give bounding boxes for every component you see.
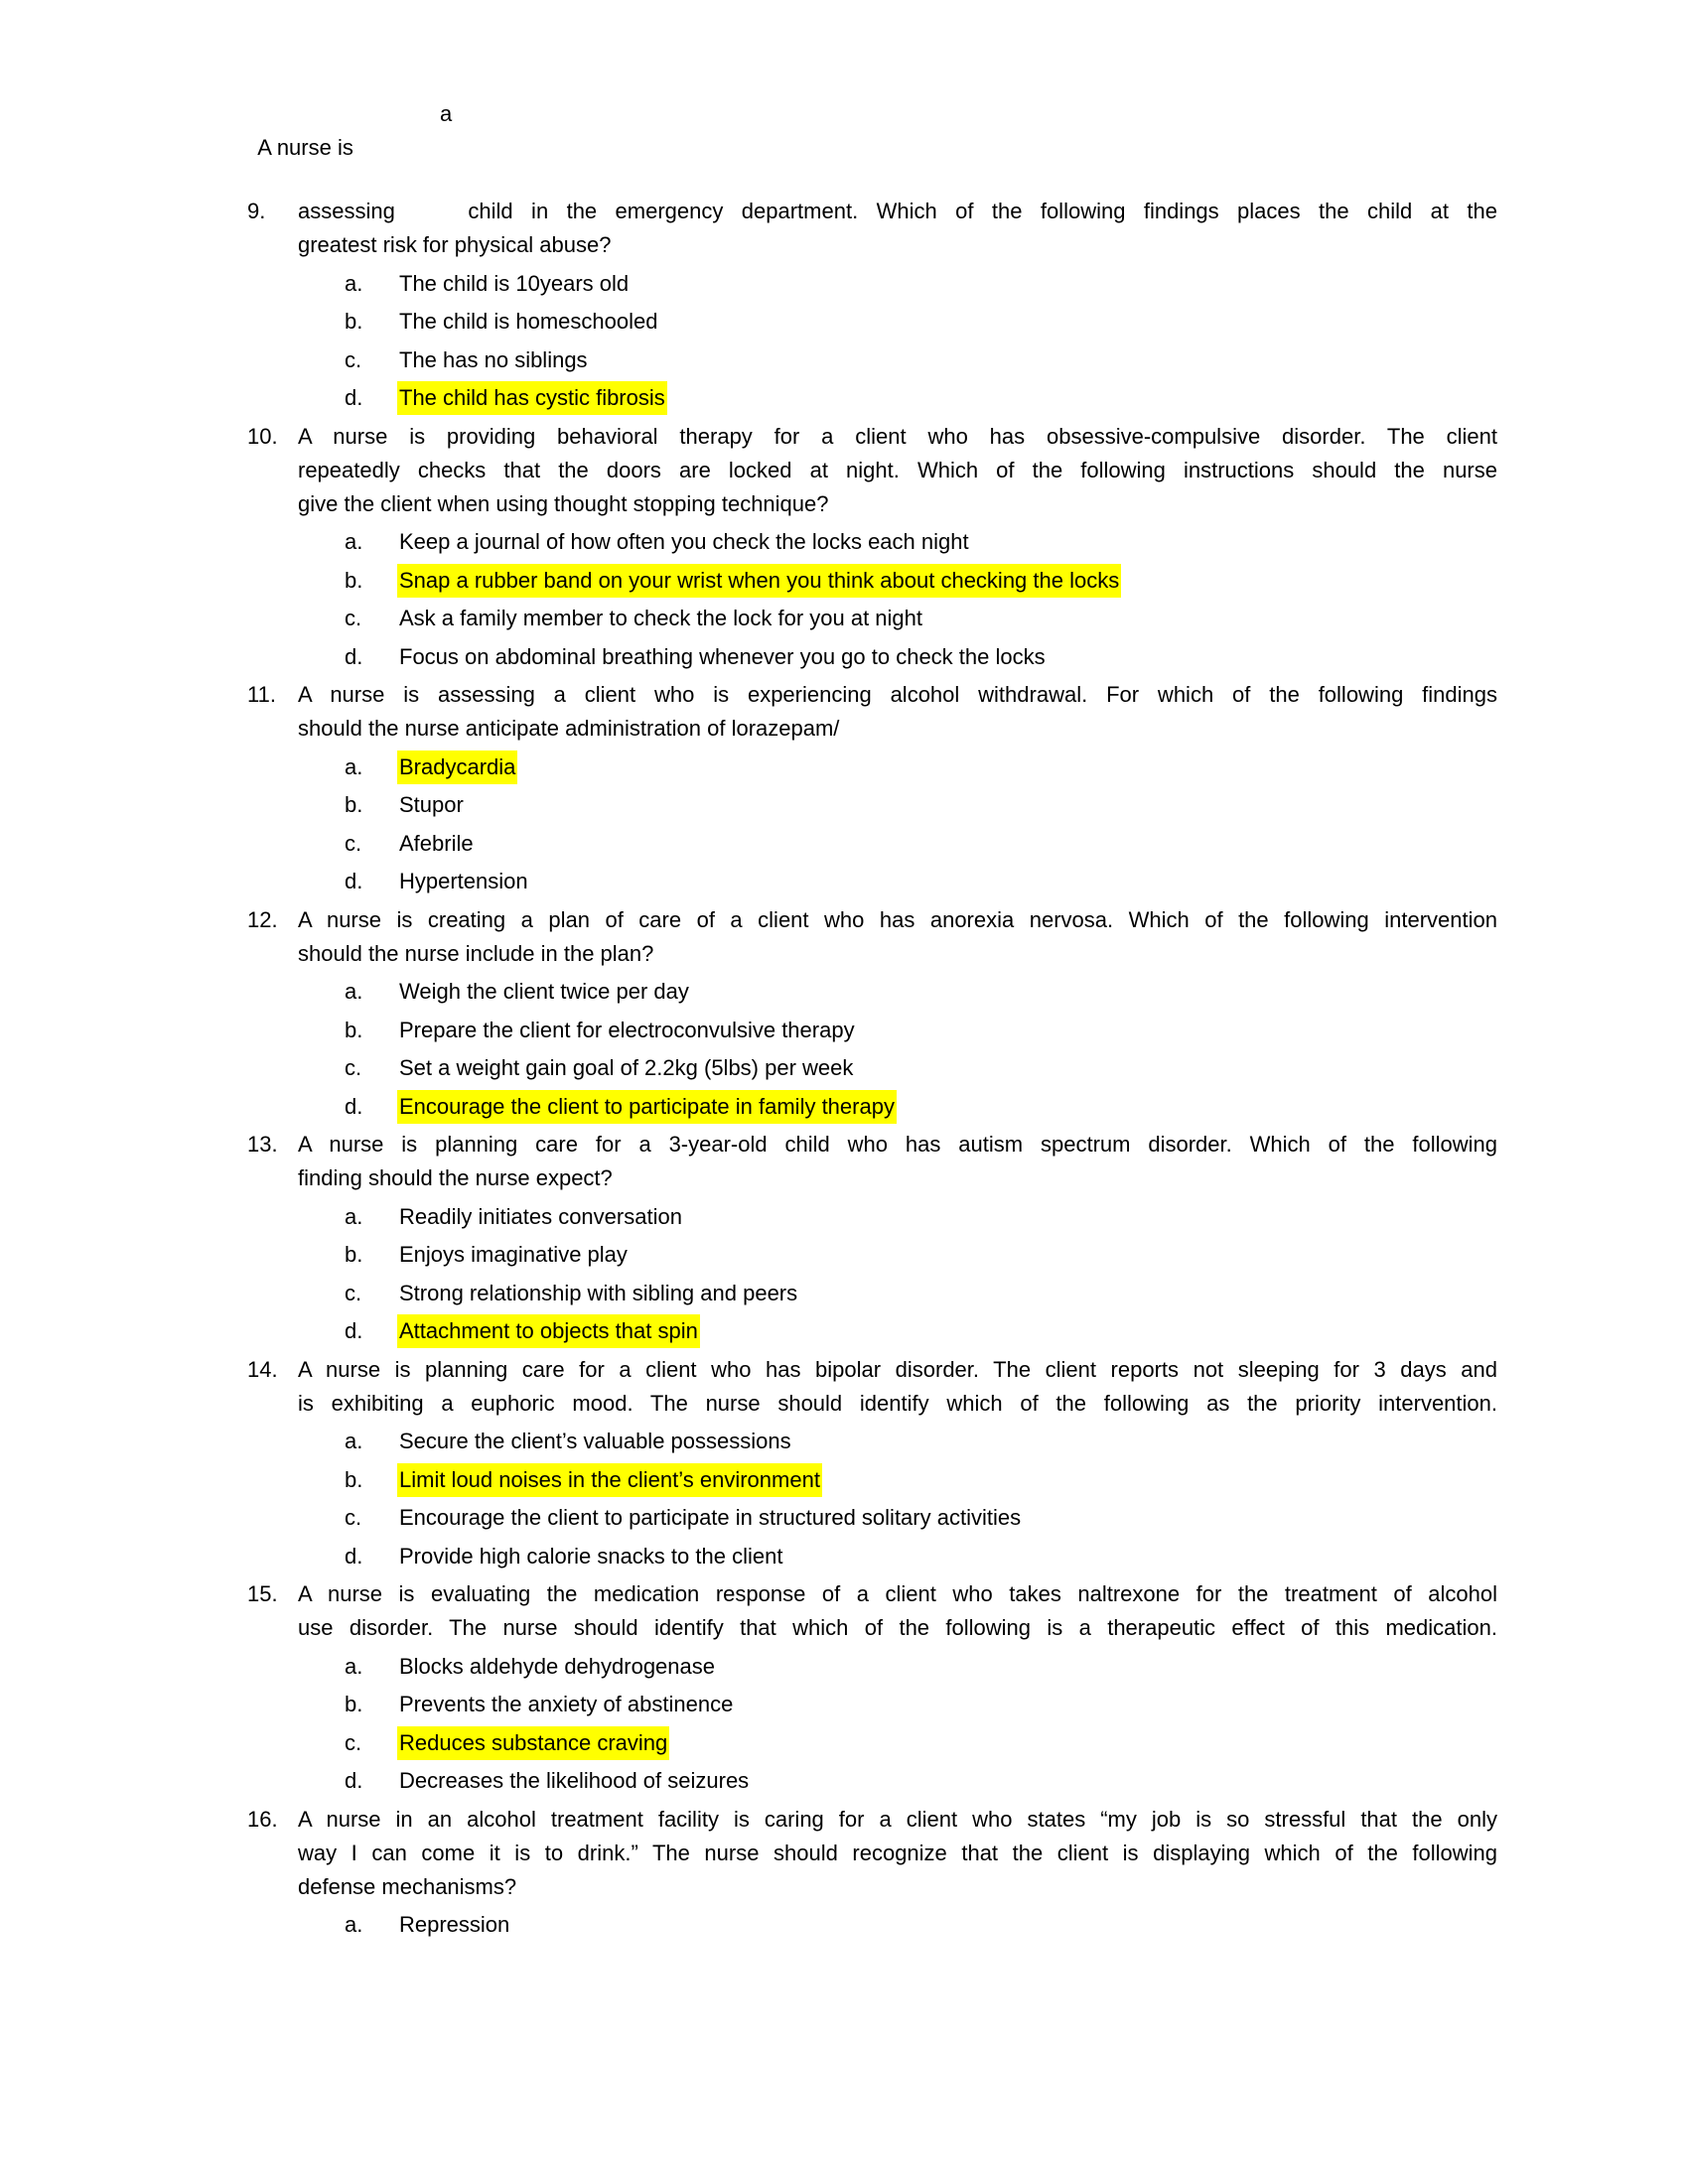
option-13b bbox=[0, 1238, 1688, 1272]
option-label: d. bbox=[345, 869, 363, 893]
question-13 bbox=[0, 1128, 1688, 1195]
option-text: The child is 10years old bbox=[399, 270, 630, 296]
option-text: Prepare the client for electroconvulsive therapy bbox=[399, 1017, 855, 1042]
question-line: should the nurse anticipate administration of lorazepam/ bbox=[298, 716, 840, 741]
question-line: should the nurse include in the plan? bbox=[298, 940, 654, 966]
option-10c bbox=[0, 602, 1688, 635]
question-number: 11. bbox=[247, 682, 276, 707]
option-text: Decreases the likelihood of seizures bbox=[399, 1768, 750, 1793]
option-14a bbox=[0, 1425, 1688, 1458]
option-label: b. bbox=[345, 792, 363, 817]
option-11c bbox=[0, 827, 1688, 861]
option-text: Provide high calorie snacks to the client bbox=[399, 1543, 783, 1569]
option-text-highlighted: Bradycardia bbox=[397, 751, 517, 784]
question-line: way I can come it is to drink.” The nurse should recognize that the client is displaying which of the following bbox=[298, 1840, 1497, 1865]
option-14d bbox=[0, 1540, 1688, 1573]
question-line: defense mechanisms? bbox=[298, 1873, 517, 1899]
question-line: assessing child in the emergency department. Which of the following findings places the child at the bbox=[298, 199, 1497, 223]
question-stem bbox=[298, 195, 1497, 262]
option-9c bbox=[0, 343, 1688, 377]
option-13c bbox=[0, 1277, 1688, 1310]
option-label: d. bbox=[345, 1318, 363, 1343]
option-text: Set a weight gain goal of 2.2kg (5lbs) per week bbox=[399, 1055, 854, 1080]
question-number: 14. bbox=[247, 1356, 278, 1382]
question-line: A nurse is creating a plan of care of a client who has anorexia nervosa. Which of the following intervention bbox=[298, 906, 1497, 932]
header-fragment-1: A nurse is bbox=[257, 135, 353, 160]
page-header bbox=[234, 97, 453, 160]
option-text: Weigh the client twice per day bbox=[399, 979, 689, 1004]
question-line: repeatedly checks that the doors are locked at night. Which of the following instructions should the nurse bbox=[298, 457, 1497, 482]
option-label: a. bbox=[345, 1653, 363, 1679]
option-text: The child is homeschooled bbox=[399, 309, 658, 334]
question-12 bbox=[0, 903, 1688, 971]
question-line: A nurse is planning care for a client who has bipolar disorder. The client reports not sleeping for 3 days and bbox=[298, 1356, 1497, 1382]
option-text: Prevents the anxiety of abstinence bbox=[399, 1692, 734, 1716]
option-text: Enjoys imaginative play bbox=[399, 1242, 628, 1267]
option-label: b. bbox=[345, 309, 363, 334]
question-stem bbox=[298, 420, 1497, 521]
option-label: a. bbox=[345, 270, 363, 296]
option-12d bbox=[0, 1090, 1688, 1124]
option-label: c. bbox=[345, 346, 362, 372]
header-fragment-2: a bbox=[440, 101, 453, 126]
option-text: Stupor bbox=[399, 792, 464, 817]
option-label: d. bbox=[345, 643, 363, 669]
option-16a bbox=[0, 1908, 1688, 1942]
question-line: is exhibiting a euphoric mood. The nurse should identify which of the following as the priority intervention. bbox=[298, 1390, 1497, 1416]
option-label: b. bbox=[345, 1692, 363, 1716]
option-label: b. bbox=[345, 567, 363, 593]
option-label: c. bbox=[345, 830, 362, 856]
option-label: b. bbox=[345, 1017, 363, 1042]
option-text: Strong relationship with sibling and peers bbox=[399, 1280, 798, 1305]
question-line: greatest risk for physical abuse? bbox=[298, 232, 612, 257]
question-number: 16. bbox=[247, 1806, 278, 1832]
option-11b bbox=[0, 788, 1688, 822]
option-14c bbox=[0, 1501, 1688, 1535]
question-number: 10. bbox=[247, 423, 278, 449]
option-13a bbox=[0, 1200, 1688, 1234]
question-14 bbox=[0, 1353, 1688, 1421]
question-stem bbox=[298, 903, 1497, 971]
option-label: b. bbox=[345, 1466, 363, 1492]
option-label: a. bbox=[345, 1912, 363, 1937]
option-label: c. bbox=[345, 1055, 362, 1080]
option-12b bbox=[0, 1014, 1688, 1047]
option-label: c. bbox=[345, 606, 362, 630]
option-9a bbox=[0, 267, 1688, 301]
option-label: c. bbox=[345, 1729, 362, 1755]
question-stem bbox=[298, 678, 1497, 746]
option-text: Blocks aldehyde dehydrogenase bbox=[399, 1653, 716, 1679]
option-text: Keep a journal of how often you check the locks each night bbox=[399, 529, 969, 554]
option-label: a. bbox=[345, 1203, 363, 1229]
option-label: d. bbox=[345, 1768, 363, 1793]
option-text: Secure the client’s valuable possessions bbox=[399, 1429, 791, 1453]
option-label: c. bbox=[345, 1505, 362, 1530]
option-15d bbox=[0, 1764, 1688, 1798]
option-11a bbox=[0, 751, 1688, 784]
question-9 bbox=[0, 195, 1688, 262]
question-line: use disorder. The nurse should identify that which of the following is a therapeutic effect of this medication. bbox=[298, 1615, 1497, 1640]
option-9b bbox=[0, 305, 1688, 339]
question-stem bbox=[298, 1577, 1497, 1645]
question-11 bbox=[0, 678, 1688, 746]
option-15c bbox=[0, 1726, 1688, 1760]
option-text: Repression bbox=[399, 1912, 510, 1937]
option-text: Ask a family member to check the lock for you at night bbox=[399, 606, 923, 630]
option-10d bbox=[0, 640, 1688, 674]
question-list bbox=[0, 195, 1688, 1947]
option-12a bbox=[0, 975, 1688, 1009]
option-text: Readily initiates conversation bbox=[399, 1203, 682, 1229]
question-10 bbox=[0, 420, 1688, 521]
option-label: a. bbox=[345, 753, 363, 779]
option-label: a. bbox=[345, 979, 363, 1004]
question-number: 12. bbox=[247, 906, 278, 932]
question-15 bbox=[0, 1577, 1688, 1645]
question-line: A nurse is providing behavioral therapy for a client who has obsessive-compulsive disorder. The client bbox=[298, 423, 1497, 449]
option-label: d. bbox=[345, 1093, 363, 1119]
option-text-highlighted: Attachment to objects that spin bbox=[397, 1314, 700, 1348]
option-15b bbox=[0, 1688, 1688, 1721]
option-text: Hypertension bbox=[399, 869, 528, 893]
option-label: d. bbox=[345, 1543, 363, 1569]
question-number: 9. bbox=[247, 199, 266, 223]
option-text-highlighted: The child has cystic fibrosis bbox=[397, 381, 667, 415]
option-11d bbox=[0, 865, 1688, 898]
question-line: A nurse in an alcohol treatment facility is caring for a client who states “my job is so stressful that the only bbox=[298, 1806, 1497, 1832]
option-15a bbox=[0, 1650, 1688, 1684]
option-text: Focus on abdominal breathing whenever you go to check the locks bbox=[399, 643, 1046, 669]
option-13d bbox=[0, 1314, 1688, 1348]
option-label: a. bbox=[345, 529, 363, 554]
option-text: Encourage the client to participate in structured solitary activities bbox=[399, 1505, 1022, 1530]
question-stem bbox=[298, 1353, 1497, 1421]
option-text: Afebrile bbox=[399, 830, 474, 856]
question-line: A nurse is planning care for a 3-year-old child who has autism spectrum disorder. Which of the following bbox=[298, 1132, 1497, 1157]
option-label: c. bbox=[345, 1280, 362, 1305]
option-9d bbox=[0, 381, 1688, 415]
question-16 bbox=[0, 1803, 1688, 1904]
option-text-highlighted: Encourage the client to participate in family therapy bbox=[397, 1090, 897, 1124]
question-line: A nurse is assessing a client who is experiencing alcohol withdrawal. For which of the following findings bbox=[298, 682, 1497, 707]
question-number: 13. bbox=[247, 1132, 278, 1157]
question-stem bbox=[298, 1128, 1497, 1195]
option-text-highlighted: Snap a rubber band on your wrist when you think about checking the locks bbox=[397, 564, 1121, 598]
option-text-highlighted: Reduces substance craving bbox=[397, 1726, 669, 1760]
question-number: 15. bbox=[247, 1581, 278, 1606]
option-label: d. bbox=[345, 385, 363, 410]
option-14b bbox=[0, 1463, 1688, 1497]
option-text: The has no siblings bbox=[399, 346, 588, 372]
option-10b bbox=[0, 564, 1688, 598]
question-line: give the client when using thought stopping technique? bbox=[298, 490, 829, 516]
option-label: a. bbox=[345, 1429, 363, 1453]
option-text-highlighted: Limit loud noises in the client’s environment bbox=[397, 1463, 822, 1497]
question-stem bbox=[298, 1803, 1497, 1904]
option-10a bbox=[0, 525, 1688, 559]
question-line: A nurse is evaluating the medication response of a client who takes naltrexone for the treatment of alcohol bbox=[298, 1581, 1497, 1606]
question-line: finding should the nurse expect? bbox=[298, 1165, 613, 1190]
option-label: b. bbox=[345, 1242, 363, 1267]
option-12c bbox=[0, 1051, 1688, 1085]
